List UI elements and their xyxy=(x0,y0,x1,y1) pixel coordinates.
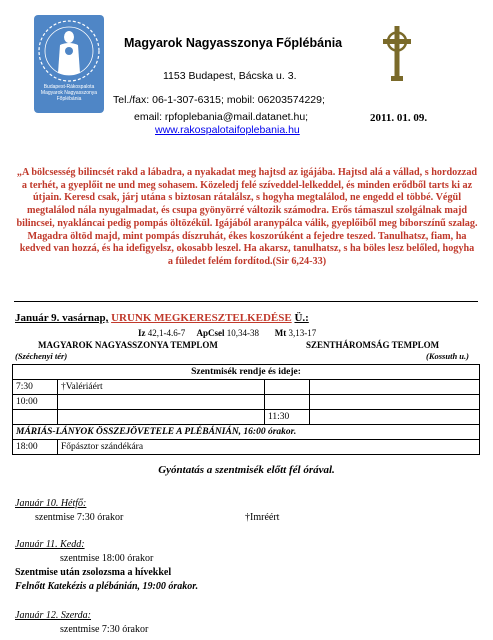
reading-2-label: ApCsel xyxy=(196,328,225,338)
day-line: szentmise 7:30 órakor xyxy=(35,512,124,523)
celtic-cross-icon xyxy=(381,24,413,87)
mass-intention: †Imréért xyxy=(245,512,280,523)
readings xyxy=(138,328,316,338)
vespers-note: Szentmise után zsolozsma a hívekkel xyxy=(15,567,172,578)
time-cell: 18:00 xyxy=(13,440,58,455)
church-left-location: (Széchenyi tér) xyxy=(15,351,68,361)
intent-cell-right xyxy=(310,380,480,395)
sunday-date: Január 9. vasárnap, xyxy=(15,312,109,324)
intent-cell: Főpásztor szándékára xyxy=(58,440,480,455)
reading-1: 42,1-4.6-7 xyxy=(147,328,186,338)
reading-1-label: Iz xyxy=(138,328,146,338)
logo-caption: Budapest-Rákospalota Magyarok Nagyasszonya Főplébánia xyxy=(40,84,98,102)
issue-date: 2011. 01. 09. xyxy=(370,112,428,124)
table-row xyxy=(13,380,480,395)
time-cell xyxy=(13,410,58,425)
scripture-quote: „A bölcsesség bilincsét rakd a lábadra, a nyakadat meg hajtsd az igájába. Hajtsd alá a vállad, s hordozzad a terhét, a gyeplőit ne und meg sohasem. Közeledj felé szíveddel-lelkeddel, és minden erődből tarts ki az útjain. Keresd csak, járj utána s biztosan rátalálsz, s hogyha megtalálod, ne engedd el többé. Végül megtalálod nála nyugalmadat, és csupa gyönyörré változik számodra. Erős támaszul szolgálnak majd bilincsei, nyakláncai pedig pompás öltözékül. Igájából aranypálca válik, gyeplőiből meg bíborszínű szalag. Magadra öltöd majd, mint pompás díszruhát, ékes koszorúként a fejedre teszed. Tanulhatsz, fiam, ha kedved van hozzá, és ha idefigyelsz, okosabb leszel. Ha akarsz, tanulhatsz, s ha böles lesz belőled, hogyha a füledet felém fordítod.(Sir 6,24-33) xyxy=(16,167,478,267)
website-link[interactable]: www.rakospalotaifoplebania.hu xyxy=(155,124,300,136)
divider xyxy=(14,301,478,302)
email-line: email: rpfoplebania@mail.datanet.hu; xyxy=(134,111,309,123)
intent-cell xyxy=(58,395,265,410)
reading-3-label: Mt xyxy=(274,328,287,338)
table-row xyxy=(13,440,480,455)
day-heading-monday: Január 10. Hétfő: xyxy=(15,498,87,509)
intent-cell xyxy=(58,410,265,425)
intent-cell-right xyxy=(310,395,480,410)
sunday-heading xyxy=(15,312,309,324)
address: 1153 Budapest, Bácska u. 3. xyxy=(163,70,297,82)
confession-note: Gyóntatás a szentmisék előtt fél órával. xyxy=(158,464,335,476)
reading-3: 3,13-17 xyxy=(288,328,317,338)
time-cell-right xyxy=(265,395,310,410)
phone-line: Tel./fax: 06-1-307-6315; mobil: 06203574229; xyxy=(113,94,325,106)
mass-schedule-table xyxy=(12,364,480,455)
parish-title: Magyarok Nagyasszonya Főplébánia xyxy=(124,36,343,50)
time-cell-right xyxy=(265,380,310,395)
schedule-header: Szentmisék rendje és ideje: xyxy=(13,365,480,380)
church-right: SZENTHÁROMSÁG TEMPLOM xyxy=(306,340,440,350)
parish-logo xyxy=(34,15,104,113)
reading-2: 10,34-38 xyxy=(226,328,260,338)
intent-cell-right xyxy=(310,410,480,425)
day-line: szentmise 18:00 órakor xyxy=(60,553,154,564)
day-heading-wednesday: Január 12. Szerda: xyxy=(15,610,92,621)
time-cell: 7:30 xyxy=(13,380,58,395)
sunday-suffix: Ü.: xyxy=(294,312,309,324)
church-right-location: (Kossuth u.) xyxy=(426,351,469,361)
intent-cell: †Valériáért xyxy=(58,380,265,395)
time-cell-right: 11:30 xyxy=(265,410,310,425)
day-line: szentmise 7:30 órakor xyxy=(60,624,149,635)
table-row xyxy=(13,395,480,410)
church-left: MAGYAROK NAGYASSZONYA TEMPLOM xyxy=(38,340,218,350)
catechesis-note: Felnőtt Katekézis a plébánián, 19:00 órakor. xyxy=(15,581,199,592)
day-heading-tuesday: Január 11. Kedd: xyxy=(15,539,85,550)
maria-girls-meeting: MÁRIÁS-LÁNYOK ÖSSZEJÖVETELE A PLÉBÁNIÁN, 16:00 órakor. xyxy=(13,425,480,440)
sunday-feast: URUNK MEGKERESZTELKEDÉSE xyxy=(111,312,292,324)
table-row xyxy=(13,410,480,425)
time-cell: 10:00 xyxy=(13,395,58,410)
